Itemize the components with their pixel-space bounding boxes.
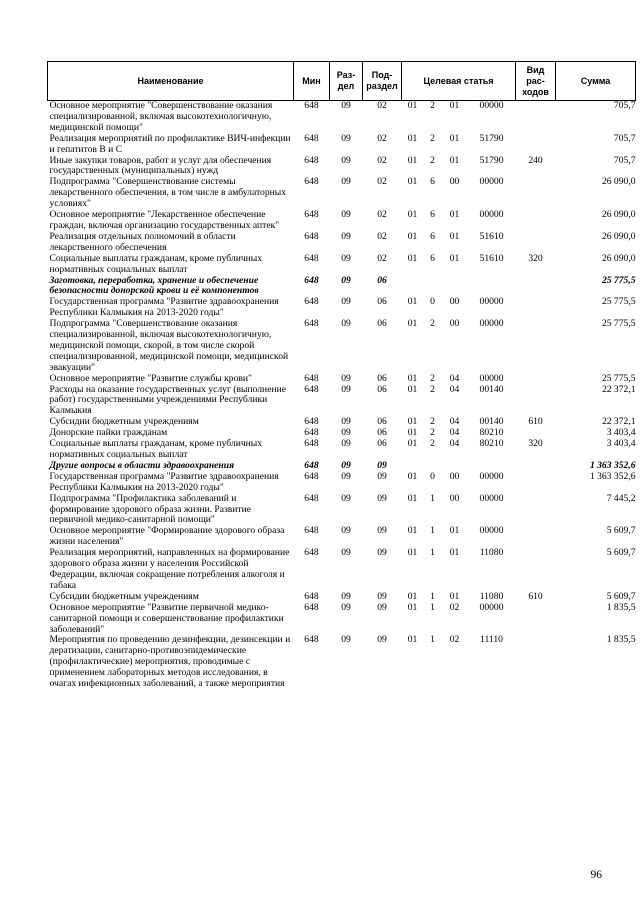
row-vid: 320	[528, 253, 543, 264]
row-target-direction: 00140	[479, 417, 504, 428]
row-target-subprogram: 1	[430, 526, 435, 537]
row-vid	[516, 319, 556, 374]
row-sum: 1 363 352,6	[589, 471, 636, 482]
row-sum: 1 835,5	[606, 635, 636, 646]
table-row	[48, 592, 636, 603]
row-podrazdel: 06	[377, 428, 387, 439]
header-razdel: Раз- дел	[330, 62, 363, 101]
row-sum: 1 835,5	[606, 602, 636, 613]
row-target-event: 01	[449, 210, 460, 221]
row-podrazdel: 09	[377, 471, 387, 482]
row-vid	[516, 472, 556, 494]
row-target-program: 01	[407, 428, 418, 439]
row-vid	[516, 635, 556, 690]
row-podrazdel: 09	[377, 493, 387, 504]
row-target-program: 01	[407, 417, 418, 428]
row-sum: 25 775,5	[601, 275, 636, 286]
row-target-program: 01	[407, 100, 418, 111]
row-target-program: 01	[407, 471, 418, 482]
row-target-event: 01	[449, 231, 460, 242]
row-podrazdel: 02	[377, 253, 387, 264]
row-min: 648	[304, 319, 319, 330]
row-razdel: 09	[341, 177, 351, 188]
row-target-subprogram: 6	[430, 231, 435, 242]
row-target-event: 01	[449, 591, 460, 602]
header-vid: Вид рас- ходов	[516, 62, 556, 101]
row-target-subprogram: 2	[430, 100, 435, 111]
row-target-direction: 00000	[479, 526, 504, 537]
row-target-event: 04	[449, 428, 460, 439]
table-row	[48, 526, 636, 548]
row-min: 648	[304, 275, 319, 286]
row-target-direction: 00000	[479, 177, 504, 188]
row-name: Расходы на оказание государственных услуг (выполнение работ) государственными учреждениями Республики Калмыкия	[49, 384, 286, 417]
table-row	[48, 177, 636, 210]
row-sum: 5 609,7	[606, 548, 636, 559]
row-target-direction: 00000	[479, 602, 504, 613]
row-razdel: 09	[341, 210, 351, 221]
row-sum: 25 775,5	[601, 373, 636, 384]
row-name: Социальные выплаты гражданам, кроме публичных нормативных социальных выплат	[49, 439, 263, 460]
row-target-program: 01	[407, 319, 418, 330]
row-target-direction: 51610	[479, 231, 504, 242]
header-sum: Сумма	[556, 62, 636, 101]
row-name: Подпрограмма "Совершенствование оказания специализированной, включая высокотехнологичную, медицинской помощи, скорой, в том числе скорой специализированной, медицинской помощи, медицинской эвакуации"	[49, 319, 289, 373]
row-razdel: 09	[341, 428, 351, 439]
row-name: Реализация мероприятий по профилактике ВИЧ-инфекции и гепатитов В и С	[49, 133, 291, 155]
row-podrazdel: 02	[377, 210, 387, 221]
row-target-subprogram: 2	[430, 155, 435, 166]
row-podrazdel: 09	[377, 635, 387, 646]
row-min: 648	[304, 635, 319, 646]
row-target-program: 01	[407, 548, 418, 559]
row-podrazdel: 06	[377, 297, 387, 308]
row-target-program: 01	[407, 133, 418, 144]
row-razdel: 09	[341, 275, 351, 286]
row-target-subprogram: 1	[430, 548, 435, 559]
row-target-program: 01	[407, 177, 418, 188]
row-sum: 705,7	[613, 100, 636, 111]
row-podrazdel: 09	[377, 460, 387, 471]
row-sum: 26 090,0	[601, 210, 636, 221]
row-target-direction: 51610	[479, 253, 504, 264]
row-sum: 5 609,7	[606, 591, 636, 602]
row-name: Основное мероприятие "Лекарственное обеспечение граждан, включая организацию государственных аптек"	[49, 210, 280, 231]
row-podrazdel: 09	[377, 548, 387, 559]
row-target-direction: 51790	[479, 155, 504, 166]
row-min: 648	[304, 526, 319, 537]
table-row	[48, 319, 636, 374]
row-target-event: 04	[449, 384, 460, 395]
row-target-direction: 00000	[479, 100, 504, 111]
row-name: Основное мероприятие "Развитие службы крови"	[49, 373, 252, 384]
row-target-direction: 00000	[479, 493, 504, 504]
row-vid: 320	[528, 439, 543, 450]
row-min: 648	[304, 253, 319, 264]
row-target-subprogram: 2	[430, 384, 435, 395]
row-razdel: 09	[341, 417, 351, 428]
row-min: 648	[304, 591, 319, 602]
row-podrazdel: 09	[377, 526, 387, 537]
row-vid	[516, 428, 556, 439]
row-podrazdel: 06	[377, 417, 387, 428]
row-min: 648	[304, 210, 319, 221]
row-sum: 25 775,5	[601, 319, 636, 330]
row-target-program: 01	[407, 384, 418, 395]
row-target-subprogram	[424, 461, 442, 472]
row-target-event: 04	[449, 439, 460, 450]
row-min: 648	[304, 177, 319, 188]
row-target-subprogram: 2	[430, 373, 435, 384]
table-header-row	[48, 62, 636, 101]
table-row	[48, 232, 636, 254]
row-sum: 1 363 352,6	[589, 460, 636, 471]
row-min: 648	[304, 460, 319, 471]
table-row	[48, 134, 636, 156]
row-min: 648	[304, 100, 319, 111]
page-number: 96	[590, 869, 602, 881]
row-name: Государственная программа "Развитие здравоохранения Республики Калмыкия на 2013-2020 годы"	[49, 297, 279, 319]
row-min: 648	[304, 548, 319, 559]
row-target-event: 00	[449, 297, 460, 308]
row-razdel: 09	[341, 602, 351, 613]
row-target-program: 01	[407, 297, 418, 308]
row-podrazdel: 02	[377, 155, 387, 166]
row-target-direction: 11080	[479, 548, 504, 559]
table-row	[48, 635, 636, 690]
row-name: Реализация отдельных полномочий в области лекарственного обеспечения	[49, 231, 236, 253]
row-sum: 705,7	[613, 133, 636, 144]
header-min: Мин	[294, 62, 330, 101]
row-target-direction: 00000	[479, 210, 504, 221]
row-razdel: 09	[341, 460, 351, 471]
row-sum: 5 609,7	[606, 526, 636, 537]
row-target-event: 04	[449, 417, 460, 428]
row-name: Социальные выплаты гражданам, кроме публичных нормативных социальных выплат	[49, 253, 263, 275]
row-min: 648	[304, 417, 319, 428]
row-target-event: 01	[449, 155, 460, 166]
row-sum: 26 090,0	[601, 253, 636, 264]
row-vid: 610	[528, 417, 543, 428]
row-razdel: 09	[341, 526, 351, 537]
row-target-program: 01	[407, 635, 418, 646]
row-target-direction: 00000	[479, 319, 504, 330]
row-target-event: 02	[449, 602, 460, 613]
row-target-subprogram: 2	[430, 133, 435, 144]
row-vid	[516, 101, 556, 134]
row-min: 648	[304, 133, 319, 144]
row-razdel: 09	[341, 384, 351, 395]
row-target-event: 04	[449, 373, 460, 384]
budget-table	[47, 61, 636, 690]
row-vid	[516, 494, 556, 527]
row-target-subprogram: 1	[430, 493, 435, 504]
row-target-subprogram: 6	[430, 177, 435, 188]
row-target-event: 00	[449, 471, 460, 482]
row-target-program: 01	[407, 253, 418, 264]
row-podrazdel: 02	[377, 231, 387, 242]
row-vid	[516, 461, 556, 472]
row-sum: 7 445,2	[606, 493, 636, 504]
row-min: 648	[304, 493, 319, 504]
row-vid	[516, 232, 556, 254]
row-target-program: 01	[407, 493, 418, 504]
row-target-direction: 00000	[479, 373, 504, 384]
row-vid	[516, 177, 556, 210]
table-row	[48, 156, 636, 178]
row-target-subprogram: 2	[430, 417, 435, 428]
row-target-subprogram: 6	[430, 210, 435, 221]
row-target-event: 01	[449, 133, 460, 144]
row-razdel: 09	[341, 548, 351, 559]
row-min: 648	[304, 384, 319, 395]
row-sum: 3 403,4	[606, 439, 636, 450]
row-target-program: 01	[407, 210, 418, 221]
row-name: Субсидии бюджетным учреждениям	[49, 591, 199, 602]
row-name: Подпрограмма "Профилактика заболеваний и формирование здорового образа жизни. Развитие первичной медико-санитарной помощи"	[49, 493, 252, 526]
row-vid: 240	[528, 155, 543, 166]
row-vid	[516, 134, 556, 156]
row-target-direction: 11080	[479, 591, 504, 602]
row-min: 648	[304, 373, 319, 384]
row-min: 648	[304, 231, 319, 242]
row-target-event: 02	[449, 635, 460, 646]
row-target-direction	[468, 276, 516, 298]
header-target: Целевая статья	[402, 62, 516, 101]
table-row	[48, 461, 636, 472]
row-min: 648	[304, 297, 319, 308]
row-min: 648	[304, 428, 319, 439]
row-target-direction: 80210	[479, 439, 504, 450]
table-row	[48, 417, 636, 428]
row-name: Подпрограмма "Совершенствование системы лекарственного обеспечения, в том числе в амбулаторных условиях"	[49, 177, 286, 210]
table-row	[48, 428, 636, 439]
table-row	[48, 210, 636, 232]
row-name: Основное мероприятие "Развитие первичной медико-санитарной помощи и совершенствование профилактики заболеваний"	[49, 602, 284, 635]
row-razdel: 09	[341, 471, 351, 482]
table-row	[48, 276, 636, 298]
row-target-program: 01	[407, 591, 418, 602]
row-podrazdel: 02	[377, 133, 387, 144]
row-vid	[516, 276, 556, 298]
row-name: Мероприятия по проведению дезинфекции, дезинсекции и дератизации, санитарно-противоэпидемические (профилактические) мероприятия, проводимые с применением лабораторных методов исследования, в очагах инфекционных заболеваний, а также мероприятия	[49, 635, 291, 690]
row-name: Другие вопросы в области здравоохранения	[49, 460, 235, 471]
row-min: 648	[304, 602, 319, 613]
row-sum: 3 403,4	[606, 428, 636, 439]
row-target-subprogram: 2	[430, 428, 435, 439]
table-row	[48, 472, 636, 494]
row-target-direction: 00000	[479, 471, 504, 482]
row-target-subprogram: 1	[430, 591, 435, 602]
row-podrazdel: 09	[377, 602, 387, 613]
row-vid	[516, 603, 556, 636]
row-target-direction: 80210	[479, 428, 504, 439]
row-razdel: 09	[341, 493, 351, 504]
row-sum: 22 372,1	[601, 384, 636, 395]
row-razdel: 09	[341, 133, 351, 144]
row-vid: 610	[528, 591, 543, 602]
table-row	[48, 494, 636, 527]
header-name: Наименование	[48, 62, 294, 101]
table-row	[48, 297, 636, 319]
row-target-subprogram: 6	[430, 253, 435, 264]
row-razdel: 09	[341, 439, 351, 450]
row-razdel: 09	[341, 231, 351, 242]
table-body	[48, 101, 636, 690]
row-razdel: 09	[341, 297, 351, 308]
row-target-program	[402, 461, 424, 472]
row-target-event: 01	[449, 548, 460, 559]
row-target-direction	[468, 461, 516, 472]
row-razdel: 09	[341, 100, 351, 111]
row-target-direction: 00000	[479, 297, 504, 308]
row-razdel: 09	[341, 373, 351, 384]
row-podrazdel: 09	[377, 591, 387, 602]
row-target-direction: 51790	[479, 133, 504, 144]
row-sum: 26 090,0	[601, 177, 636, 188]
row-vid	[516, 374, 556, 385]
table-row	[48, 101, 636, 134]
row-target-event: 01	[449, 526, 460, 537]
row-vid	[516, 526, 556, 548]
row-target-subprogram: 0	[430, 471, 435, 482]
table-row	[48, 603, 636, 636]
row-name: Заготовка, переработка, хранение и обеспечение безопасности донорской крови и её компонентов	[49, 275, 259, 297]
row-vid	[516, 548, 556, 592]
row-razdel: 09	[341, 253, 351, 264]
row-target-program: 01	[407, 526, 418, 537]
row-name: Основное мероприятие "Формирование здорового образа жизни населения"	[49, 526, 285, 548]
table-row	[48, 548, 636, 592]
row-target-program: 01	[407, 231, 418, 242]
row-target-direction: 11110	[480, 635, 503, 646]
row-sum: 22 372,1	[601, 417, 636, 428]
row-razdel: 09	[341, 155, 351, 166]
row-sum: 25 775,5	[601, 297, 636, 308]
row-target-event: 00	[449, 177, 460, 188]
row-podrazdel: 06	[377, 439, 387, 450]
row-target-program	[402, 276, 424, 298]
table-row	[48, 385, 636, 418]
row-name: Субсидии бюджетным учреждениям	[49, 417, 199, 428]
row-target-subprogram	[424, 276, 442, 298]
row-podrazdel: 06	[377, 319, 387, 330]
row-vid	[516, 210, 556, 232]
table-row	[48, 374, 636, 385]
row-target-event: 01	[449, 100, 460, 111]
row-target-event	[442, 461, 468, 472]
row-podrazdel: 06	[377, 275, 387, 286]
row-target-subprogram: 0	[430, 297, 435, 308]
row-sum: 705,7	[613, 155, 636, 166]
row-target-subprogram: 1	[430, 635, 435, 646]
row-target-direction: 00140	[479, 384, 504, 395]
row-target-event: 01	[449, 253, 460, 264]
row-vid	[516, 297, 556, 319]
row-min: 648	[304, 155, 319, 166]
row-podrazdel: 06	[377, 373, 387, 384]
row-name: Государственная программа "Развитие здравоохранения Республики Калмыкия на 2013-2020 годы"	[49, 471, 279, 493]
row-target-program: 01	[407, 439, 418, 450]
row-target-subprogram: 2	[430, 319, 435, 330]
row-target-program: 01	[407, 602, 418, 613]
row-name: Реализация мероприятий, направленных на формирование здорового образа жизни у населения Российской Федерации, включая сокращение потребления алкоголя и табака	[49, 548, 290, 591]
row-name: Донорские пайки гражданам	[49, 428, 168, 439]
row-sum: 26 090,0	[601, 231, 636, 242]
row-target-subprogram: 2	[430, 439, 435, 450]
row-razdel: 09	[341, 319, 351, 330]
row-target-event: 00	[449, 319, 460, 330]
row-razdel: 09	[341, 635, 351, 646]
header-podrazdel: Под- раздел	[363, 62, 402, 101]
row-target-subprogram: 1	[430, 602, 435, 613]
row-vid	[516, 385, 556, 418]
table-row	[48, 254, 636, 276]
row-target-event: 00	[449, 493, 460, 504]
row-podrazdel: 02	[377, 177, 387, 188]
row-target-program: 01	[407, 155, 418, 166]
row-name: Основное мероприятие "Совершенствование оказания специализированной, включая высокотехнологичную, медицинской помощи"	[49, 100, 273, 133]
row-min: 648	[304, 439, 319, 450]
row-target-program: 01	[407, 373, 418, 384]
row-podrazdel: 06	[377, 384, 387, 395]
row-name: Иные закупки товаров, работ и услуг для обеспечения государственных (муниципальных) нужд	[49, 155, 272, 177]
row-podrazdel: 02	[377, 100, 387, 111]
table-row	[48, 439, 636, 461]
row-target-event	[442, 276, 468, 298]
row-razdel: 09	[341, 591, 351, 602]
row-min: 648	[304, 471, 319, 482]
